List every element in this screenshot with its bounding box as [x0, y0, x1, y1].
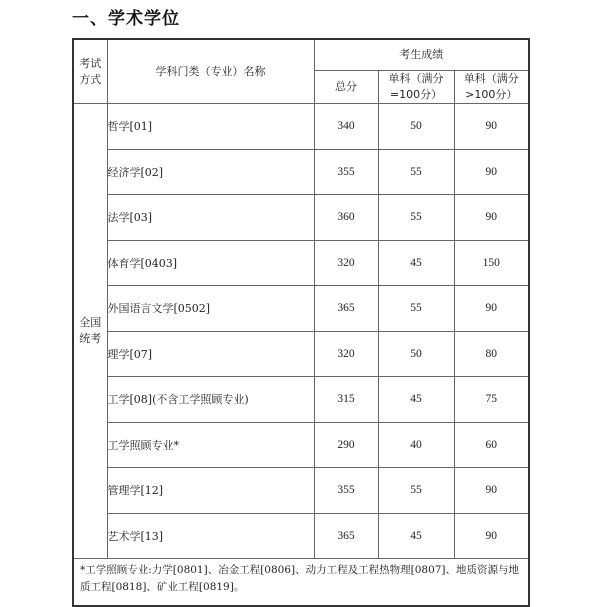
total-score: 320 — [314, 331, 378, 377]
single-over-100-score: 75 — [454, 377, 529, 423]
table-note: *工学照顾专业:力学[0801]、冶金工程[0806]、动力工程及工程热物理[0807]、地质资源与地质工程[0818]、矿业工程[0819]。 — [73, 559, 529, 607]
header-single-over-100: 单科（满分>100分） — [454, 71, 529, 104]
single-100-score: 45 — [378, 377, 454, 423]
total-score: 320 — [314, 240, 378, 286]
single-over-100-score: 90 — [454, 104, 529, 150]
subject-name: 哲学[01] — [107, 104, 314, 150]
single-over-100-score: 80 — [454, 331, 529, 377]
single-over-100-score: 90 — [454, 195, 529, 241]
header-total: 总分 — [314, 71, 378, 104]
single-over-100-score: 90 — [454, 468, 529, 514]
total-score: 360 — [314, 195, 378, 241]
score-table — [72, 38, 530, 607]
subject-name: 体育学[0403] — [107, 240, 314, 286]
single-100-score: 40 — [378, 422, 454, 468]
total-score: 365 — [314, 513, 378, 559]
single-100-score: 45 — [378, 513, 454, 559]
table-row — [73, 422, 529, 468]
table-row — [73, 377, 529, 423]
single-over-100-score: 90 — [454, 513, 529, 559]
exam-way-cell: 全国统考 — [73, 104, 107, 559]
single-100-score: 55 — [378, 468, 454, 514]
single-100-score: 45 — [378, 240, 454, 286]
total-score: 340 — [314, 104, 378, 150]
single-over-100-score: 150 — [454, 240, 529, 286]
total-score: 355 — [314, 149, 378, 195]
subject-name: 艺术学[13] — [107, 513, 314, 559]
total-score: 355 — [314, 468, 378, 514]
section-title: 一、学术学位 — [72, 9, 180, 29]
subject-name: 工学[08](不含工学照顾专业) — [107, 377, 314, 423]
subject-name: 理学[07] — [107, 331, 314, 377]
table-note-row — [73, 559, 529, 607]
subject-name: 法学[03] — [107, 195, 314, 241]
table-row — [73, 331, 529, 377]
total-score: 315 — [314, 377, 378, 423]
header-single-100: 单科（满分=100分） — [378, 71, 454, 104]
subject-name: 管理学[12] — [107, 468, 314, 514]
single-100-score: 50 — [378, 331, 454, 377]
header-exam-way: 考试方式 — [73, 39, 107, 104]
single-100-score: 55 — [378, 149, 454, 195]
table-row — [73, 104, 529, 150]
total-score: 365 — [314, 286, 378, 332]
header-subject: 学科门类（专业）名称 — [107, 39, 314, 104]
subject-name: 外国语言文学[0502] — [107, 286, 314, 332]
single-100-score: 50 — [378, 104, 454, 150]
single-over-100-score: 60 — [454, 422, 529, 468]
single-over-100-score: 90 — [454, 149, 529, 195]
table-row — [73, 149, 529, 195]
table-row — [73, 513, 529, 559]
single-over-100-score: 90 — [454, 286, 529, 332]
total-score: 290 — [314, 422, 378, 468]
subject-name: 经济学[02] — [107, 149, 314, 195]
subject-name: 工学照顾专业* — [107, 422, 314, 468]
single-100-score: 55 — [378, 195, 454, 241]
table-row — [73, 240, 529, 286]
table-row — [73, 195, 529, 241]
single-100-score: 55 — [378, 286, 454, 332]
header-scores-group: 考生成绩 — [314, 39, 529, 71]
table-row — [73, 468, 529, 514]
table-row — [73, 286, 529, 332]
